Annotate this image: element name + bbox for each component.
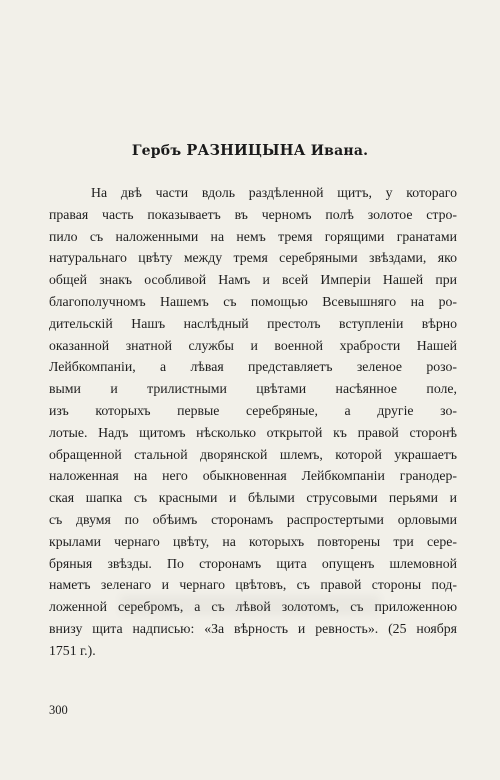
text-line: внизу щита надписью: «За вѣрность и ревность». (25 ноября [49,620,457,636]
text-line: На двѣ части вдоль раздѣленной щитъ, у котораго [91,185,457,200]
text-line: оказанной знатной службы и военной храбрости Нашей [49,337,457,353]
title-surname: РАЗНИЦЫНА [186,142,306,159]
text-line: натуральнаго цвѣту между тремя серебряными звѣздами, яко [49,250,457,266]
text-line: благополучномъ Нашемъ съ помощью Всевышняго на ро- [49,293,457,309]
text-line: пило съ наложенными на немъ тремя горящими гранатами [49,228,457,244]
text-line: правая часть показываетъ въ черномъ полѣ золотое стро- [49,206,457,222]
text-line: лотые. Надъ щитомъ нѣсколько открытой къ правой сторонѣ [49,424,457,440]
text-line: бряныя звѣзды. По сторонамъ щита опущенъ шлемовной [49,555,457,571]
text-line: ская шапка съ красными и бѣлыми струсовыми перьями и [49,490,457,506]
title-prefix: Гербъ [131,143,182,159]
text-line: наложенная на него обыкновенная Лейбкомпаніи гранодер- [49,468,457,484]
text-line: выми и трилистными цвѣтами насѣянное поле, [49,381,457,397]
text-line: дительскій Нашъ наслѣдный престолъ вступленіи вѣрно [49,315,457,331]
text-line: наметъ зеленаго и чернаго цвѣтовъ, съ правой стороны под- [49,577,457,593]
title-given-name: Ивана. [310,143,369,159]
text-line: съ двумя по обѣимъ сторонамъ распростертыми орловыми [49,511,457,527]
text-line: изъ которыхъ первые серебряные, а другіе зо- [49,402,457,418]
reverse-side-bleed-through [120,595,380,615]
text-line: крылами чернаго цвѣту, на которыхъ повторены три сере- [49,533,457,549]
page-number: 300 [49,703,68,717]
body-paragraph [49,182,457,662]
text-line: обращенной стальной дворянской шлемъ, которой украшаетъ [49,446,457,462]
text-line: 1751 г.). [49,642,96,658]
text-line: Лейбкомпаніи, а лѣвая представляетъ зеленое розо- [49,359,457,375]
text-line: ложенной серебромъ, а съ лѣвой золотомъ, съ приложенною [49,599,457,615]
page-title [0,142,500,159]
text-line: общей знакъ особливой Намъ и всей Имперіи Нашей при [49,272,457,288]
